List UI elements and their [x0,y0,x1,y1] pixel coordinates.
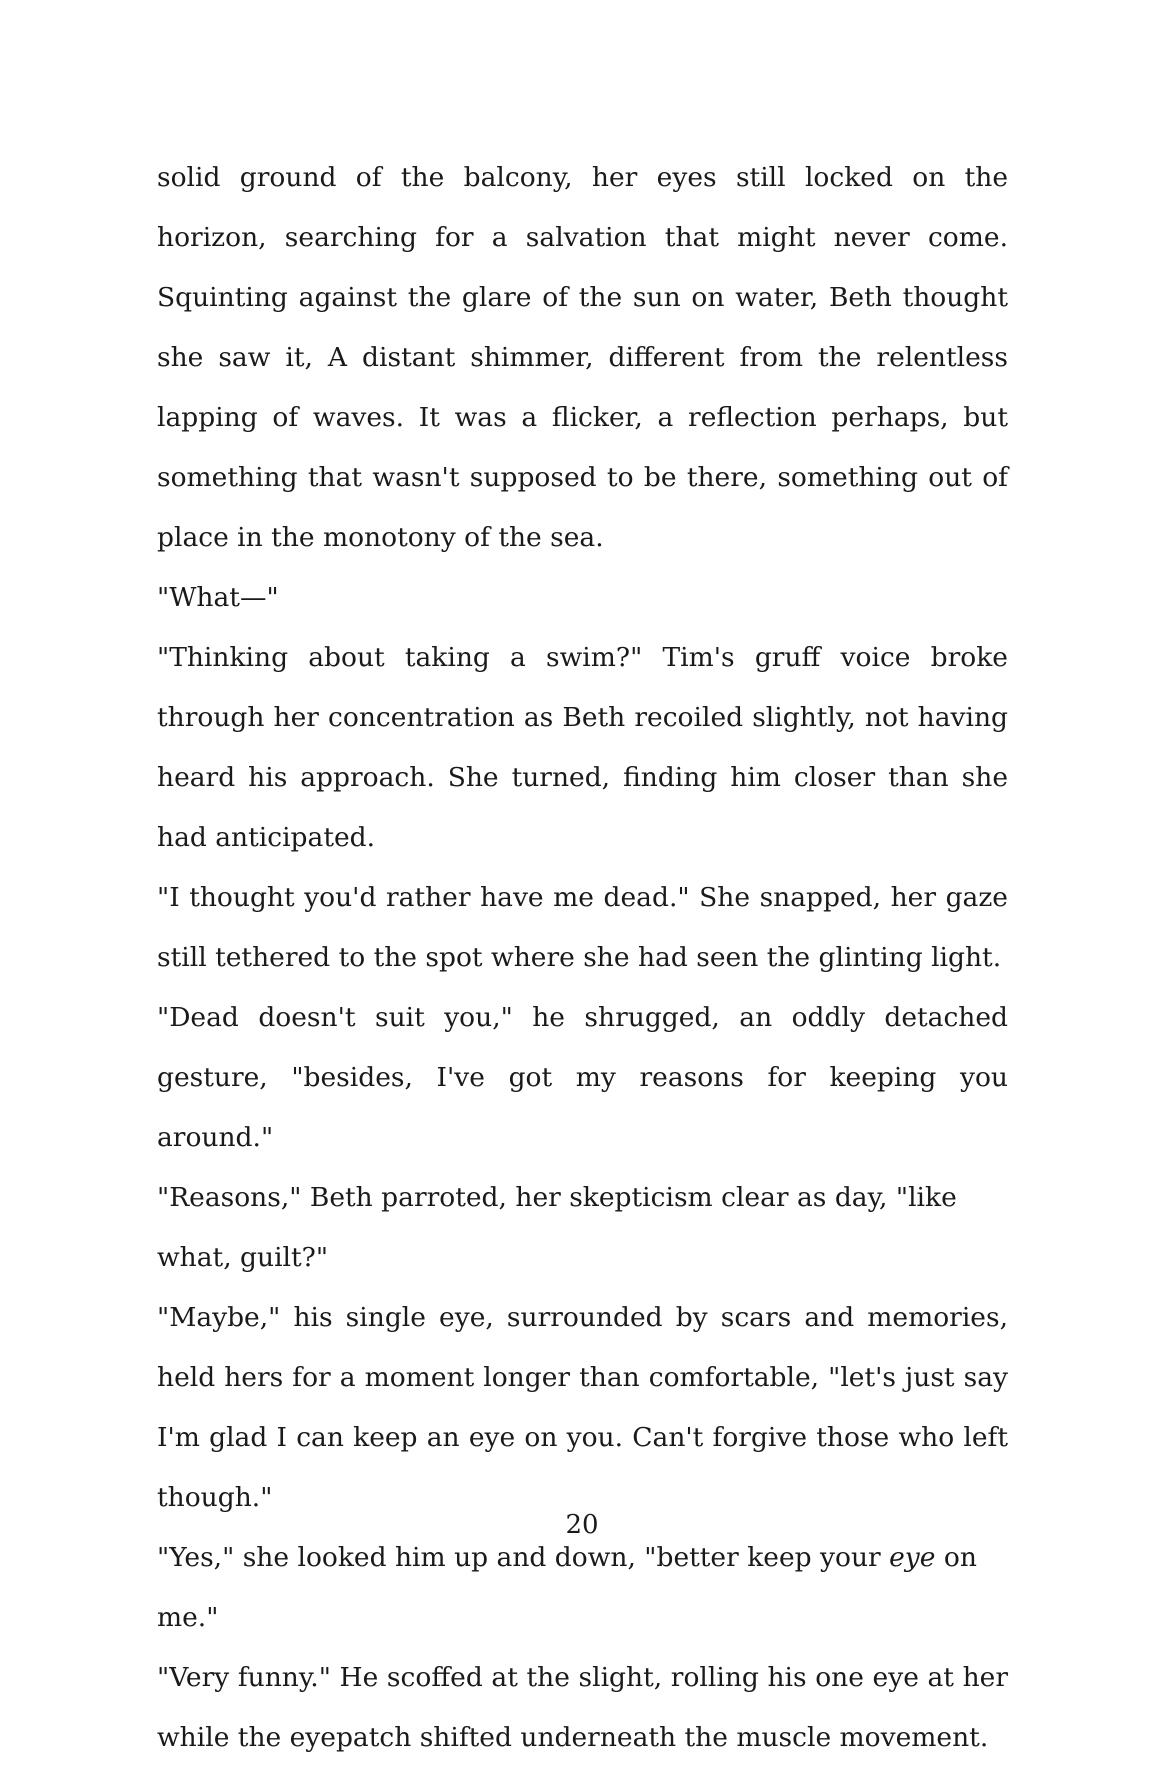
paragraph-suit: "Dead doesn't suit you," he shrugged, an oddly detached gesture, "besides, I've got my reasons for keeping you around." [157,1002,1008,1153]
paragraph-funny: "Very funny." He scoffed at the slight, rolling his one eye at her while the eyepatch shifted underneath the muscle movement. [157,1662,1008,1753]
yes-text-before: "Yes," she looked him up and down, "better keep your [157,1542,890,1573]
paragraph-reasons: "Reasons," Beth parroted, her skepticism clear as day, "like what, guilt?" [157,1182,957,1273]
paragraph-swim: "Thinking about taking a swim?" Tim's gruff voice broke through her concentration as Beth recoiled slightly, not having heard his approach. She turned, finding him closer than she had anticipated. [157,642,1008,853]
yes-text-emphasis: eye [889,1542,936,1573]
paragraph-maybe: "Maybe," his single eye, surrounded by scars and memories, held hers for a moment longer than comfortable, "let's just say I'm glad I can keep an eye on you. Can't forgive those who left though." [157,1302,1008,1513]
paragraph-dead: "I thought you'd rather have me dead." She snapped, her gaze still tethered to the spot where she had seen the glinting light. [157,882,1008,973]
page-number: 20 [565,1510,599,1540]
paragraph-yes [157,1528,1008,1648]
yes-text-after: on me." [157,1542,977,1633]
paragraph-what: "What—" [157,582,279,613]
paragraph-horizon: solid ground of the balcony, her eyes still locked on the horizon, searching for a salvation that might never come. Squinting against the glare of the sun on water, Beth thought she saw it, A distant shimmer, different from the relentless lapping of waves. It was a flicker, a reflection perhaps, but something that wasn't supposed to be there, something out of place in the monotony of the sea. [157,162,1008,553]
